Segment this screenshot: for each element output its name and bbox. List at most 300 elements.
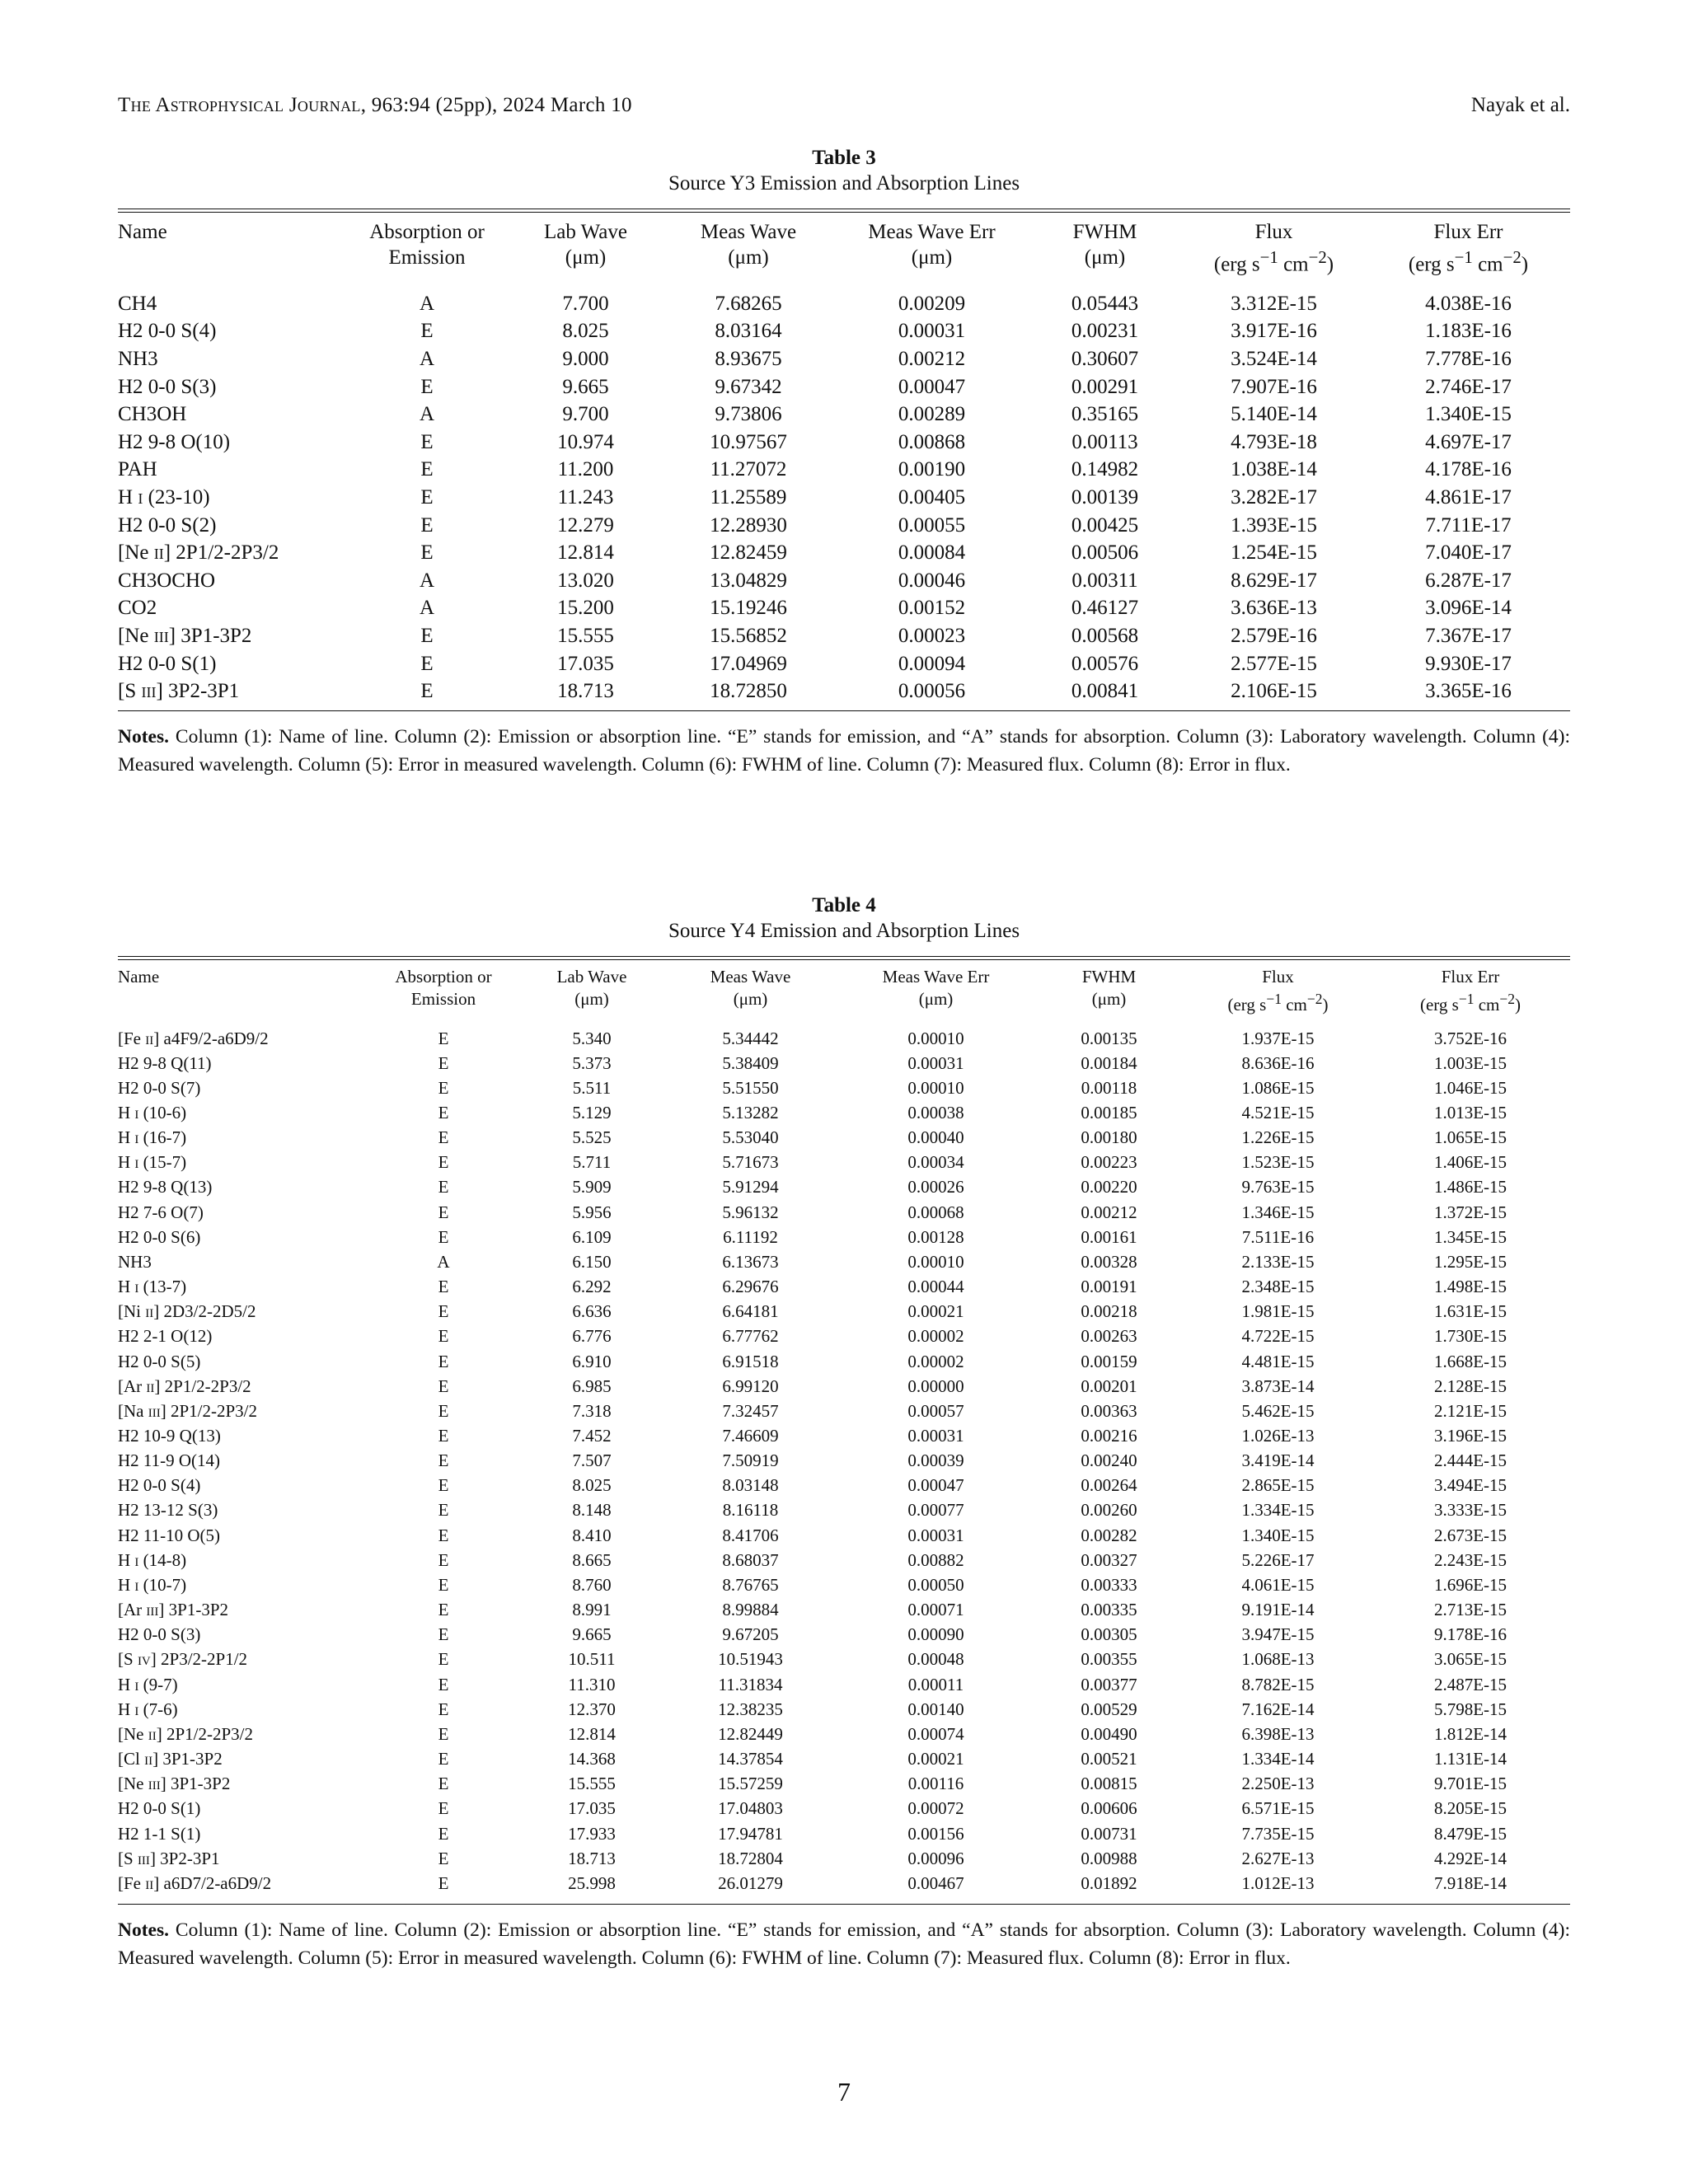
fwhm-cell: 0.00815	[1081, 1774, 1137, 1794]
table-row	[118, 594, 1570, 622]
line-name-cell: H2 0-0 S(2)	[118, 513, 217, 537]
table-3-notes	[118, 723, 1570, 779]
lab-wave-cell: 7.507	[572, 1451, 612, 1471]
meas-wave-err-cell: 0.00190	[898, 458, 966, 481]
lab-wave-cell: 17.035	[568, 1798, 616, 1819]
table-row	[118, 512, 1570, 540]
table-row	[118, 373, 1570, 401]
journal-name: The Astrophysical Journal	[118, 94, 361, 116]
lab-wave-cell: 6.109	[572, 1226, 612, 1247]
fwhm-cell: 0.00216	[1081, 1426, 1137, 1446]
flux-cell: 1.334E-14	[1241, 1749, 1315, 1769]
line-name-cell: CH3OH	[118, 403, 187, 426]
abs-or-em-cell: E	[420, 541, 434, 565]
meas-wave-err-cell: 0.00156	[907, 1823, 964, 1844]
lab-wave-cell: 12.279	[557, 513, 614, 537]
lab-wave-cell: 5.340	[572, 1028, 612, 1048]
lab-wave-cell: 9.700	[562, 403, 609, 426]
flux-cell: 4.061E-15	[1241, 1574, 1315, 1595]
column-header-line2: Emission	[388, 246, 466, 269]
abs-or-em-cell: E	[420, 458, 434, 481]
abs-or-em-cell: E	[438, 1077, 449, 1098]
meas-wave-err-cell: 0.00034	[907, 1152, 964, 1173]
abs-or-em-cell: E	[438, 1451, 449, 1471]
line-name-cell: [Ar ii] 2P1/2-2P3/2	[118, 1376, 251, 1396]
meas-wave-cell: 17.04803	[718, 1798, 783, 1819]
table-row	[118, 1746, 1570, 1771]
table-row	[118, 1647, 1570, 1671]
flux-err-cell: 2.128E-15	[1433, 1376, 1507, 1396]
line-name-cell: H2 0-0 S(6)	[118, 1226, 201, 1247]
lab-wave-cell: 8.760	[572, 1574, 612, 1595]
lab-wave-cell: 8.148	[572, 1500, 612, 1521]
table-row	[118, 1871, 1570, 1896]
abs-or-em-cell: A	[419, 348, 435, 371]
line-name-cell: H2 0-0 S(3)	[118, 375, 217, 398]
line-name-cell: NH3	[118, 1251, 152, 1272]
line-name-cell: [Ne iii] 3P1-3P2	[118, 624, 252, 647]
meas-wave-err-cell: 0.00048	[907, 1649, 964, 1670]
meas-wave-cell: 8.03164	[715, 320, 782, 343]
meas-wave-cell: 6.64181	[722, 1301, 779, 1322]
flux-cell: 1.026E-13	[1241, 1426, 1315, 1446]
column-header-line2: (μm)	[1091, 988, 1127, 1009]
table-4-column-header	[662, 960, 839, 1023]
line-name-cell: H2 0-0 S(3)	[118, 1624, 201, 1645]
flux-cell: 3.282E-17	[1231, 485, 1317, 509]
lab-wave-cell: 8.410	[572, 1525, 612, 1545]
table-4-body	[118, 1023, 1570, 1896]
table-row	[118, 1597, 1570, 1622]
table-4-notes-label: Notes.	[118, 1919, 169, 1941]
abs-or-em-cell: E	[438, 1823, 449, 1844]
line-name-cell: [Na iii] 2P1/2-2P3/2	[118, 1400, 257, 1421]
table-row	[118, 1697, 1570, 1722]
fwhm-cell: 0.00161	[1081, 1226, 1137, 1247]
table-row	[118, 1076, 1570, 1100]
column-header-line1: Lab Wave	[544, 220, 627, 243]
meas-wave-err-cell: 0.00044	[907, 1277, 964, 1297]
abs-or-em-cell: E	[438, 1574, 449, 1595]
meas-wave-cell: 5.13282	[722, 1102, 779, 1122]
table-row	[118, 1051, 1570, 1076]
table-3	[118, 145, 1570, 779]
abs-or-em-cell: E	[438, 1872, 449, 1893]
meas-wave-err-cell: 0.00212	[898, 348, 966, 371]
line-name-cell: H i (10-7)	[118, 1574, 187, 1595]
column-header-line1: Meas Wave	[700, 220, 797, 243]
flux-cell: 2.865E-15	[1241, 1475, 1315, 1496]
line-name-cell: PAH	[118, 458, 157, 481]
meas-wave-err-cell: 0.00152	[898, 597, 966, 620]
table-row	[118, 1548, 1570, 1572]
meas-wave-err-cell: 0.00031	[907, 1426, 964, 1446]
fwhm-cell: 0.00606	[1081, 1798, 1137, 1819]
table-row	[118, 1299, 1570, 1324]
lab-wave-cell: 8.665	[572, 1549, 612, 1570]
meas-wave-cell: 5.51550	[722, 1077, 779, 1098]
author-header: Nayak et al.	[1470, 94, 1570, 116]
meas-wave-err-cell: 0.00039	[907, 1451, 964, 1471]
table-row	[118, 1374, 1570, 1399]
fwhm-cell: 0.00223	[1081, 1152, 1137, 1173]
table-3-caption	[118, 145, 1570, 197]
table-row	[118, 677, 1570, 705]
lab-wave-cell: 5.373	[572, 1052, 612, 1073]
fwhm-cell: 0.00282	[1081, 1525, 1137, 1545]
line-name-cell: CO2	[118, 597, 157, 620]
meas-wave-err-cell: 0.00000	[907, 1376, 964, 1396]
table-row	[118, 1324, 1570, 1348]
lab-wave-cell: 11.200	[557, 458, 614, 481]
fwhm-cell: 0.00988	[1081, 1848, 1137, 1868]
table-row	[118, 1846, 1570, 1871]
flux-cell: 3.524E-14	[1231, 348, 1317, 371]
abs-or-em-cell: E	[438, 1127, 449, 1148]
table-3-notes-text: Column (1): Name of line. Column (2): Emission or absorption line. “E” stands for emission, and “A” stands for absorption. Column (3): Laboratory wavelength. Column (4): Measured wavelength. Column (5): Error in measured wavelength. Column (6): FWHM of line. Column (7): Measured flux. Column (8): Error in flux.	[118, 725, 1571, 776]
column-header-line2: (μm)	[1084, 246, 1126, 269]
table-4-column-header	[1033, 960, 1185, 1023]
abs-or-em-cell: E	[438, 1600, 449, 1620]
flux-cell: 7.735E-15	[1241, 1823, 1315, 1844]
meas-wave-err-cell: 0.00031	[907, 1525, 964, 1545]
line-name-cell: H i (7-6)	[118, 1699, 178, 1719]
abs-or-em-cell: A	[419, 569, 435, 592]
table-4-column-header	[522, 960, 662, 1023]
table-row	[118, 1249, 1570, 1274]
column-header-line1: Flux	[1262, 966, 1294, 987]
meas-wave-err-cell: 0.00405	[898, 485, 966, 509]
line-name-cell: [Ar iii] 3P1-3P2	[118, 1600, 229, 1620]
line-name-cell: [S iii] 3P2-3P1	[118, 1848, 220, 1868]
abs-or-em-cell: E	[438, 1774, 449, 1794]
abs-or-em-cell: E	[438, 1400, 449, 1421]
meas-wave-cell: 9.67205	[722, 1624, 779, 1645]
meas-wave-cell: 14.37854	[718, 1749, 783, 1769]
meas-wave-err-cell: 0.00010	[907, 1077, 964, 1098]
flux-err-cell: 1.812E-14	[1433, 1723, 1507, 1744]
lab-wave-cell: 8.991	[572, 1600, 612, 1620]
table-row	[118, 345, 1570, 373]
table-row	[118, 1200, 1570, 1225]
lab-wave-cell: 8.025	[572, 1475, 612, 1496]
abs-or-em-cell: E	[438, 1649, 449, 1670]
abs-or-em-cell: E	[438, 1301, 449, 1322]
line-name-cell: H2 7-6 O(7)	[118, 1202, 204, 1222]
abs-or-em-cell: E	[438, 1376, 449, 1396]
fwhm-cell: 0.00218	[1081, 1301, 1137, 1322]
flux-err-cell: 3.365E-16	[1425, 680, 1512, 703]
lab-wave-cell: 6.910	[572, 1351, 612, 1371]
meas-wave-cell: 8.68037	[722, 1549, 779, 1570]
meas-wave-cell: 7.68265	[715, 292, 782, 315]
flux-err-cell: 3.494E-15	[1433, 1475, 1507, 1496]
meas-wave-cell: 12.28930	[710, 513, 787, 537]
meas-wave-err-cell: 0.00882	[907, 1549, 964, 1570]
fwhm-cell: 0.00184	[1081, 1052, 1137, 1073]
fwhm-cell: 0.00335	[1081, 1600, 1137, 1620]
table-4	[118, 893, 1570, 1972]
table-4-column-header	[118, 960, 365, 1023]
column-header-line1: Name	[118, 220, 167, 243]
fwhm-cell: 0.05443	[1071, 292, 1139, 315]
table-row	[118, 1622, 1570, 1647]
flux-err-cell: 7.918E-14	[1433, 1872, 1507, 1893]
table-3-column-header	[509, 213, 662, 285]
meas-wave-err-cell: 0.00090	[907, 1624, 964, 1645]
table-4-caption	[118, 893, 1570, 944]
flux-cell: 2.250E-13	[1241, 1774, 1315, 1794]
journal-citation	[118, 94, 632, 117]
line-name-cell: H2 9-8 Q(11)	[118, 1052, 212, 1073]
meas-wave-err-cell: 0.00116	[907, 1774, 964, 1794]
flux-cell: 1.981E-15	[1241, 1301, 1315, 1322]
lab-wave-cell: 10.974	[557, 430, 614, 453]
meas-wave-cell: 8.03148	[722, 1475, 779, 1496]
column-header-line1: Meas Wave	[710, 966, 791, 987]
fwhm-cell: 0.00113	[1071, 430, 1138, 453]
flux-cell: 2.348E-15	[1241, 1277, 1315, 1297]
flux-cell: 1.334E-15	[1241, 1500, 1315, 1521]
meas-wave-err-cell: 0.00050	[907, 1574, 964, 1595]
flux-cell: 2.577E-15	[1231, 652, 1317, 675]
fwhm-cell: 0.00506	[1071, 541, 1139, 565]
meas-wave-cell: 6.13673	[722, 1251, 779, 1272]
fwhm-cell: 0.00263	[1081, 1326, 1137, 1347]
column-header-line1: Meas Wave Err	[868, 220, 996, 243]
abs-or-em-cell: E	[438, 1052, 449, 1073]
meas-wave-cell: 10.51943	[718, 1649, 783, 1670]
flux-err-cell: 1.372E-15	[1433, 1202, 1507, 1222]
line-name-cell: H2 9-8 Q(13)	[118, 1177, 213, 1197]
meas-wave-err-cell: 0.00047	[907, 1475, 964, 1496]
flux-err-cell: 2.713E-15	[1433, 1600, 1507, 1620]
table-row	[118, 1399, 1570, 1423]
flux-cell: 4.481E-15	[1241, 1351, 1315, 1371]
meas-wave-cell: 6.29676	[722, 1277, 779, 1297]
table-3-column-header	[345, 213, 509, 285]
line-name-cell: H2 13-12 S(3)	[118, 1500, 218, 1521]
flux-cell: 1.254E-15	[1231, 541, 1317, 565]
table-row	[118, 650, 1570, 678]
line-name-cell: H2 0-0 S(4)	[118, 1475, 201, 1496]
table-3-title: Source Y3 Emission and Absorption Lines	[668, 172, 1020, 195]
fwhm-cell: 0.14982	[1071, 458, 1139, 481]
flux-err-cell: 7.040E-17	[1425, 541, 1512, 565]
flux-cell: 9.763E-15	[1241, 1177, 1315, 1197]
flux-cell: 8.629E-17	[1231, 569, 1317, 592]
flux-err-cell: 1.046E-15	[1433, 1077, 1507, 1098]
flux-cell: 9.191E-14	[1241, 1600, 1315, 1620]
lab-wave-cell: 12.370	[568, 1699, 616, 1719]
table-row	[118, 1523, 1570, 1548]
flux-cell: 3.947E-15	[1241, 1624, 1315, 1645]
abs-or-em-cell: E	[420, 680, 434, 703]
flux-err-cell: 2.243E-15	[1433, 1549, 1507, 1570]
abs-or-em-cell: E	[420, 375, 434, 398]
flux-cell: 2.133E-15	[1241, 1251, 1315, 1272]
abs-or-em-cell: E	[438, 1549, 449, 1570]
fwhm-cell: 0.00327	[1081, 1549, 1137, 1570]
line-name-cell: CH4	[118, 292, 157, 315]
flux-cell: 1.346E-15	[1241, 1202, 1315, 1222]
abs-or-em-cell: E	[420, 513, 434, 537]
lab-wave-cell: 9.665	[562, 375, 609, 398]
flux-err-cell: 2.487E-15	[1433, 1674, 1507, 1694]
lab-wave-cell: 6.636	[572, 1301, 612, 1322]
meas-wave-err-cell: 0.00467	[907, 1872, 964, 1893]
table-row	[118, 317, 1570, 345]
meas-wave-err-cell: 0.00010	[907, 1251, 964, 1272]
fwhm-cell: 0.00333	[1081, 1574, 1137, 1595]
fwhm-cell: 0.00377	[1081, 1674, 1137, 1694]
line-name-cell: H2 10-9 Q(13)	[118, 1426, 221, 1446]
flux-err-cell: 7.711E-17	[1425, 513, 1512, 537]
table-row	[118, 1150, 1570, 1174]
meas-wave-cell: 12.82449	[718, 1723, 783, 1744]
flux-cell: 3.873E-14	[1241, 1376, 1315, 1396]
flux-err-cell: 4.292E-14	[1433, 1848, 1507, 1868]
line-name-cell: [Cl ii] 3P1-3P2	[118, 1749, 223, 1769]
table-4-header-row	[118, 960, 1570, 1023]
column-header-line2	[118, 988, 365, 1010]
abs-or-em-cell: E	[438, 1699, 449, 1719]
fwhm-cell: 0.30607	[1071, 348, 1139, 371]
line-name-cell: H i (9-7)	[118, 1674, 178, 1694]
meas-wave-err-cell: 0.00077	[907, 1500, 964, 1521]
meas-wave-err-cell: 0.00055	[898, 513, 966, 537]
flux-err-cell: 1.013E-15	[1433, 1102, 1507, 1122]
meas-wave-err-cell: 0.00031	[907, 1052, 964, 1073]
table-3-header	[118, 213, 1570, 285]
line-name-cell: CH3OCHO	[118, 569, 216, 592]
lab-wave-cell: 5.525	[572, 1127, 612, 1148]
abs-or-em-cell: E	[438, 1624, 449, 1645]
line-name-cell: [S iv] 2P3/2-2P1/2	[118, 1649, 248, 1670]
abs-or-em-cell: E	[438, 1351, 449, 1371]
flux-err-cell: 1.696E-15	[1433, 1574, 1507, 1595]
abs-or-em-cell: E	[438, 1798, 449, 1819]
abs-or-em-cell: E	[438, 1674, 449, 1694]
fwhm-cell: 0.00291	[1071, 375, 1139, 398]
line-name-cell: H i (16-7)	[118, 1127, 187, 1148]
flux-cell: 3.419E-14	[1241, 1451, 1315, 1471]
fwhm-cell: 0.00841	[1071, 680, 1139, 703]
flux-err-cell: 1.183E-16	[1425, 320, 1512, 343]
table-row	[118, 567, 1570, 595]
line-name-cell: H2 9-8 O(10)	[118, 430, 231, 453]
line-name-cell: H i (23-10)	[118, 485, 210, 509]
fwhm-cell: 0.00231	[1071, 320, 1139, 343]
table-3-column-header	[118, 213, 345, 285]
meas-wave-err-cell: 0.00072	[907, 1798, 964, 1819]
meas-wave-err-cell: 0.00071	[907, 1600, 964, 1620]
meas-wave-err-cell: 0.00002	[907, 1326, 964, 1347]
flux-err-cell: 1.295E-15	[1433, 1251, 1507, 1272]
flux-err-cell: 3.752E-16	[1433, 1028, 1507, 1048]
lab-wave-cell: 5.956	[572, 1202, 612, 1222]
meas-wave-err-cell: 0.00057	[907, 1400, 964, 1421]
fwhm-cell: 0.00490	[1081, 1723, 1137, 1744]
meas-wave-cell: 5.91294	[722, 1177, 779, 1197]
flux-err-cell: 4.038E-16	[1425, 292, 1512, 315]
flux-cell: 6.571E-15	[1241, 1798, 1315, 1819]
table-3-bottom-rule	[118, 710, 1570, 711]
table-row	[118, 484, 1570, 512]
table-row	[118, 1497, 1570, 1522]
table-3-column-header	[1029, 213, 1181, 285]
meas-wave-cell: 7.50919	[722, 1451, 779, 1471]
table-3-column-header	[1367, 213, 1570, 285]
table-row	[118, 1274, 1570, 1299]
flux-cell: 5.140E-14	[1231, 403, 1317, 426]
table-4-column-header	[1371, 960, 1570, 1023]
fwhm-cell: 0.46127	[1071, 597, 1139, 620]
column-header-line2: (μm)	[733, 988, 768, 1009]
flux-err-cell: 2.746E-17	[1425, 375, 1512, 398]
page-number: 7	[837, 2077, 851, 2107]
lab-wave-cell: 14.368	[568, 1749, 616, 1769]
table-row	[118, 1796, 1570, 1821]
flux-err-cell: 3.333E-15	[1433, 1500, 1507, 1521]
abs-or-em-cell: E	[438, 1202, 449, 1222]
fwhm-cell: 0.00576	[1071, 652, 1139, 675]
meas-wave-cell: 11.31834	[718, 1674, 783, 1694]
column-header-line2: (μm)	[728, 246, 769, 269]
flux-cell: 1.086E-15	[1241, 1077, 1315, 1098]
lab-wave-cell: 17.933	[568, 1823, 616, 1844]
meas-wave-err-cell: 0.00094	[898, 652, 966, 675]
meas-wave-cell: 10.97567	[710, 430, 787, 453]
table-row	[118, 1423, 1570, 1448]
meas-wave-cell: 8.41706	[722, 1525, 779, 1545]
line-name-cell: H2 11-10 O(5)	[118, 1525, 221, 1545]
flux-err-cell: 3.196E-15	[1433, 1426, 1507, 1446]
abs-or-em-cell: E	[438, 1723, 449, 1744]
table-4-grid	[118, 960, 1570, 1896]
line-name-cell: H2 0-0 S(7)	[118, 1077, 201, 1098]
meas-wave-cell: 12.38235	[718, 1699, 783, 1719]
meas-wave-err-cell: 0.00010	[907, 1028, 964, 1048]
fwhm-cell: 0.00311	[1071, 569, 1138, 592]
meas-wave-cell: 6.77762	[722, 1326, 779, 1347]
table-row	[118, 539, 1570, 567]
lab-wave-cell: 11.243	[557, 485, 614, 509]
line-name-cell: H2 11-9 O(14)	[118, 1451, 221, 1471]
fwhm-cell: 0.00185	[1081, 1102, 1137, 1122]
meas-wave-cell: 7.32457	[722, 1400, 779, 1421]
flux-err-cell: 4.697E-17	[1425, 430, 1512, 453]
flux-err-cell: 4.178E-16	[1425, 458, 1512, 481]
abs-or-em-cell: E	[420, 430, 434, 453]
table-row	[118, 401, 1570, 429]
column-header-line1: Lab Wave	[556, 966, 627, 987]
meas-wave-cell: 6.99120	[722, 1376, 779, 1396]
meas-wave-err-cell: 0.00002	[907, 1351, 964, 1371]
abs-or-em-cell: A	[419, 597, 435, 620]
lab-wave-cell: 7.318	[572, 1400, 612, 1421]
fwhm-cell: 0.00180	[1081, 1127, 1137, 1148]
abs-or-em-cell: A	[437, 1251, 450, 1272]
lab-wave-cell: 17.035	[557, 652, 614, 675]
fwhm-cell: 0.00159	[1081, 1351, 1137, 1371]
meas-wave-cell: 17.04969	[710, 652, 787, 675]
flux-err-cell: 1.340E-15	[1425, 403, 1512, 426]
line-name-cell: NH3	[118, 348, 158, 371]
fwhm-cell: 0.00355	[1081, 1649, 1137, 1670]
abs-or-em-cell: A	[419, 292, 435, 315]
meas-wave-cell: 7.46609	[722, 1426, 779, 1446]
